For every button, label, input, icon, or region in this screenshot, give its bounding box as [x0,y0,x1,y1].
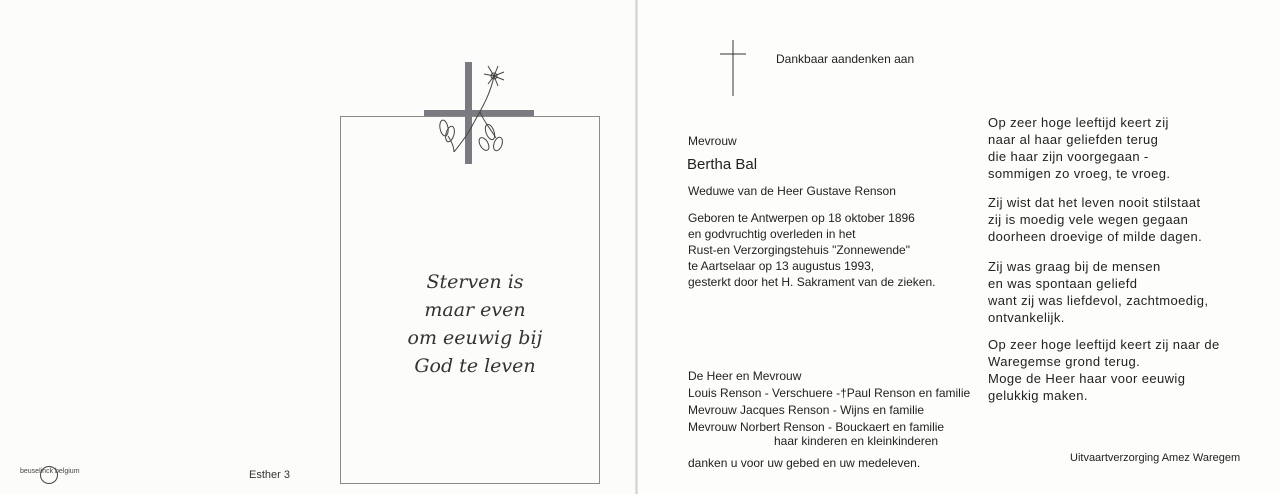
deceased-title: Mevrouw [688,134,737,148]
flower-icon [432,56,522,156]
undertaker: Uitvaartverzorging Amez Waregem [1070,452,1241,464]
memorial-heading: Dankbaar aandenken aan [776,52,915,66]
bio-line: te Aartselaar op 13 augustus 1993, [688,259,875,273]
verse-line: die haar zijn voorgegaan - [988,149,1149,164]
bio-line: Rust-en Verzorgingstehuis "Zonnewende" [688,243,910,257]
bio-line: gesterkt door het H. Sakrament van de zieken. [688,275,936,289]
verse-block [988,336,1220,404]
poem-line: om eeuwig bij [407,327,543,349]
verse-line: Op zeer hoge leeftijd keert zij [988,115,1169,130]
series-label: Esther 3 [249,469,290,481]
poem-line: God te leven [414,355,536,377]
verse-line: en was spontaan geliefd [988,276,1138,291]
family-line: Mevrouw Jacques Renson - Wijns en familie [688,403,925,417]
family-list [688,368,970,436]
verse-line: Moge de Heer haar voor eeuwig [988,371,1186,386]
widow-line: Weduwe van de Heer Gustave Renson [688,184,896,198]
bio-line: Geboren te Antwerpen op 18 oktober 1896 [688,211,915,225]
verse-line: want zij was liefdevol, zachtmoedig, [988,293,1209,308]
verse-block [988,258,1208,326]
verse-block [988,194,1202,245]
printer-logo-text: beuselinck belgium [20,468,80,475]
family-last-line: haar kinderen en kleinkinderen [774,434,939,448]
verse-line: gelukkig maken. [988,388,1088,403]
thanks-line: danken u voor uw gebed en uw medeleven. [688,456,921,470]
bio-line: en godvruchtig overleden in het [688,227,856,241]
family-line: Mevrouw Norbert Renson - Bouckaert en familie [688,420,945,434]
verse-block [988,114,1170,182]
verse-line: ontvankelijk. [988,310,1065,325]
poem [400,268,550,380]
family-line: Louis Renson - Verschuere -†Paul Renson en familie [688,386,971,400]
biography [688,210,935,290]
verse-line: sommigen zo vroeg, te vroeg. [988,166,1171,181]
verse-line: naar al haar geliefden terug [988,132,1159,147]
left-card-panel [0,0,636,494]
deceased-name: Bertha Bal [687,156,758,173]
verse-line: Op zeer hoge leeftijd keert zij naar de [988,337,1220,352]
family-line: De Heer en Mevrouw [688,369,802,383]
verse-line: Waregemse grond terug. [988,354,1141,369]
poem-line: maar even [424,299,526,321]
verse-line: Zij wist dat het leven nooit stilstaat [988,195,1201,210]
verse-line: Zij was graag bij de mensen [988,259,1161,274]
verse-line: doorheen droevige of milde dagen. [988,229,1203,244]
poem-line: Sterven is [426,271,524,293]
cross-icon [720,40,746,96]
verse-line: zij is moedig vele wegen gegaan [988,212,1189,227]
